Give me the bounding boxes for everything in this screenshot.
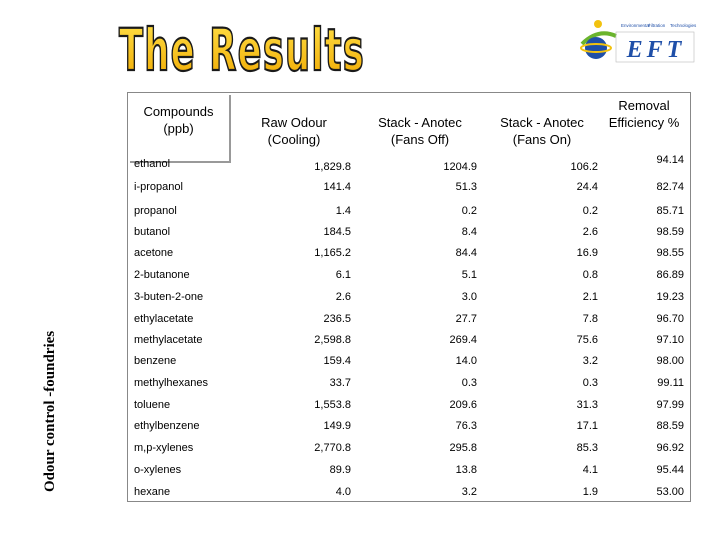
table-row: [133, 442, 685, 462]
removal-efficiency-value: 98.55: [656, 247, 684, 259]
removal-efficiency-header: Removal Efficiency %: [608, 98, 680, 130]
table-row: [133, 464, 685, 484]
stack-fans-off-value: 0.2: [461, 205, 477, 217]
stack-fans-on-header: Stack - Anotec (Fans On): [500, 115, 584, 147]
removal-efficiency-value: 19.23: [656, 291, 684, 303]
stack-fans-off-value: 13.8: [455, 464, 477, 476]
raw-odour-value: 2.6: [335, 291, 351, 303]
table-row: [133, 291, 685, 311]
logo-caption-2: Filtration: [648, 23, 666, 28]
stack-fans-on-value: 7.8: [582, 313, 598, 325]
compound-name: 2-butanone: [134, 269, 190, 281]
company-logo: [576, 14, 696, 64]
stack-fans-off-value: 0.3: [461, 377, 477, 389]
table-row: [133, 355, 685, 375]
removal-efficiency-value: 94.14: [656, 154, 684, 166]
compound-name: m,p-xylenes: [134, 442, 194, 454]
raw-odour-value: 6.1: [335, 269, 351, 281]
raw-odour-value: 89.9: [329, 464, 351, 476]
removal-efficiency-value: 98.00: [656, 355, 684, 367]
compound-name: hexane: [134, 486, 171, 498]
table-row: [133, 181, 685, 201]
stack-fans-off-value: 3.2: [461, 486, 477, 498]
raw-odour-value: 2,770.8: [314, 442, 351, 454]
side-label: Odour control -foundries: [42, 330, 58, 492]
logo-text: EFT: [626, 37, 686, 63]
table-row: [133, 205, 685, 225]
stack-fans-on-value: 106.2: [570, 161, 598, 173]
stack-fans-off-value: 209.6: [449, 399, 477, 411]
removal-efficiency-value: 85.71: [656, 205, 684, 217]
logo-sun-icon: [594, 20, 602, 28]
stack-fans-on-value: 16.9: [576, 247, 598, 259]
removal-efficiency-value: 96.92: [656, 442, 684, 454]
table-row: [133, 154, 685, 178]
stack-fans-off-value: 5.1: [461, 269, 477, 281]
compound-name: benzene: [134, 355, 177, 367]
removal-efficiency-value: 82.74: [656, 181, 684, 193]
removal-efficiency-value: 53.00: [656, 486, 684, 498]
compound-name: 3-buten-2-one: [134, 291, 204, 303]
logo-caption-3: Technologies: [670, 23, 697, 28]
stack-fans-off-value: 295.8: [449, 442, 477, 454]
removal-efficiency-value: 95.44: [656, 464, 684, 476]
stack-fans-off-value: 14.0: [455, 355, 477, 367]
logo-globe-icon: [585, 37, 607, 59]
table-row: [133, 486, 685, 506]
slide-title-text: The Results: [119, 16, 365, 84]
raw-odour-value: 1.4: [335, 205, 351, 217]
raw-odour-value: 141.4: [323, 181, 351, 193]
raw-odour-value: 1,165.2: [314, 247, 351, 259]
removal-efficiency-value: 96.70: [656, 313, 684, 325]
raw-odour-value: 159.4: [323, 355, 351, 367]
compound-name: propanol: [134, 205, 177, 217]
compound-name: ethylacetate: [134, 313, 194, 325]
compounds-header-text: Compounds (ppb): [143, 104, 214, 136]
slide-title-graphic: [112, 10, 372, 82]
compound-name: methylhexanes: [134, 377, 208, 389]
logo-caption-1: Environmental: [621, 23, 650, 28]
stack-fans-off-value: 76.3: [455, 420, 477, 432]
raw-odour-header: Raw Odour (Cooling): [261, 115, 327, 147]
raw-odour-value: 149.9: [323, 420, 351, 432]
stack-fans-on-value: 4.1: [582, 464, 598, 476]
removal-efficiency-value: 97.10: [656, 334, 684, 346]
raw-odour-value: 184.5: [323, 226, 351, 238]
table-row: [133, 377, 685, 397]
stack-fans-on-value: 1.9: [582, 486, 598, 498]
stack-fans-on-value: 31.3: [576, 399, 598, 411]
stack-fans-on-value: 24.4: [576, 181, 598, 193]
stack-fans-off-value: 8.4: [461, 226, 477, 238]
stack-fans-off-header: Stack - Anotec (Fans Off): [378, 115, 462, 147]
stack-fans-on-value: 85.3: [576, 442, 598, 454]
raw-odour-value: 1,829.8: [314, 161, 351, 173]
table-row: [133, 226, 685, 246]
table-row: [133, 334, 685, 354]
compound-name: i-propanol: [134, 181, 183, 193]
slide-title: [112, 10, 372, 82]
removal-efficiency-value: 86.89: [656, 269, 684, 281]
stack-fans-on-value: 0.2: [582, 205, 598, 217]
removal-efficiency-value: 88.59: [656, 420, 684, 432]
stack-fans-off-value: 1204.9: [443, 161, 477, 173]
stack-fans-on-value: 0.8: [582, 269, 598, 281]
stack-fans-off-value: 84.4: [455, 247, 477, 259]
compound-name: ethylbenzene: [134, 420, 200, 432]
compounds-header: [128, 93, 229, 161]
raw-odour-value: 4.0: [335, 486, 351, 498]
compound-name: butanol: [134, 226, 171, 238]
removal-efficiency-value: 98.59: [656, 226, 684, 238]
stack-fans-off-value: 269.4: [449, 334, 477, 346]
table-row: [133, 399, 685, 419]
raw-odour-value: 33.7: [329, 377, 351, 389]
stack-fans-on-value: 2.6: [582, 226, 598, 238]
stack-fans-off-value: 27.7: [455, 313, 477, 325]
compound-name: o-xylenes: [134, 464, 182, 476]
table-row: [133, 313, 685, 333]
compound-name: methylacetate: [134, 334, 203, 346]
stack-fans-on-value: 3.2: [582, 355, 598, 367]
stack-fans-on-value: 75.6: [576, 334, 598, 346]
stack-fans-on-value: 2.1: [582, 291, 598, 303]
compound-name: ethanol: [134, 158, 171, 170]
removal-efficiency-value: 99.11: [657, 377, 684, 389]
stack-fans-on-value: 0.3: [582, 377, 598, 389]
stack-fans-on-value: 17.1: [576, 420, 598, 432]
raw-odour-value: 1,553.8: [314, 399, 351, 411]
raw-odour-value: 2,598.8: [314, 334, 351, 346]
stack-fans-off-value: 3.0: [461, 291, 477, 303]
raw-odour-value: 236.5: [323, 313, 351, 325]
table-row: [133, 269, 685, 289]
table-row: [133, 247, 685, 267]
compound-name: acetone: [134, 247, 174, 259]
removal-efficiency-value: 97.99: [656, 399, 684, 411]
table-row: [133, 420, 685, 440]
stack-fans-off-value: 51.3: [455, 181, 477, 193]
compound-name: toluene: [134, 399, 171, 411]
